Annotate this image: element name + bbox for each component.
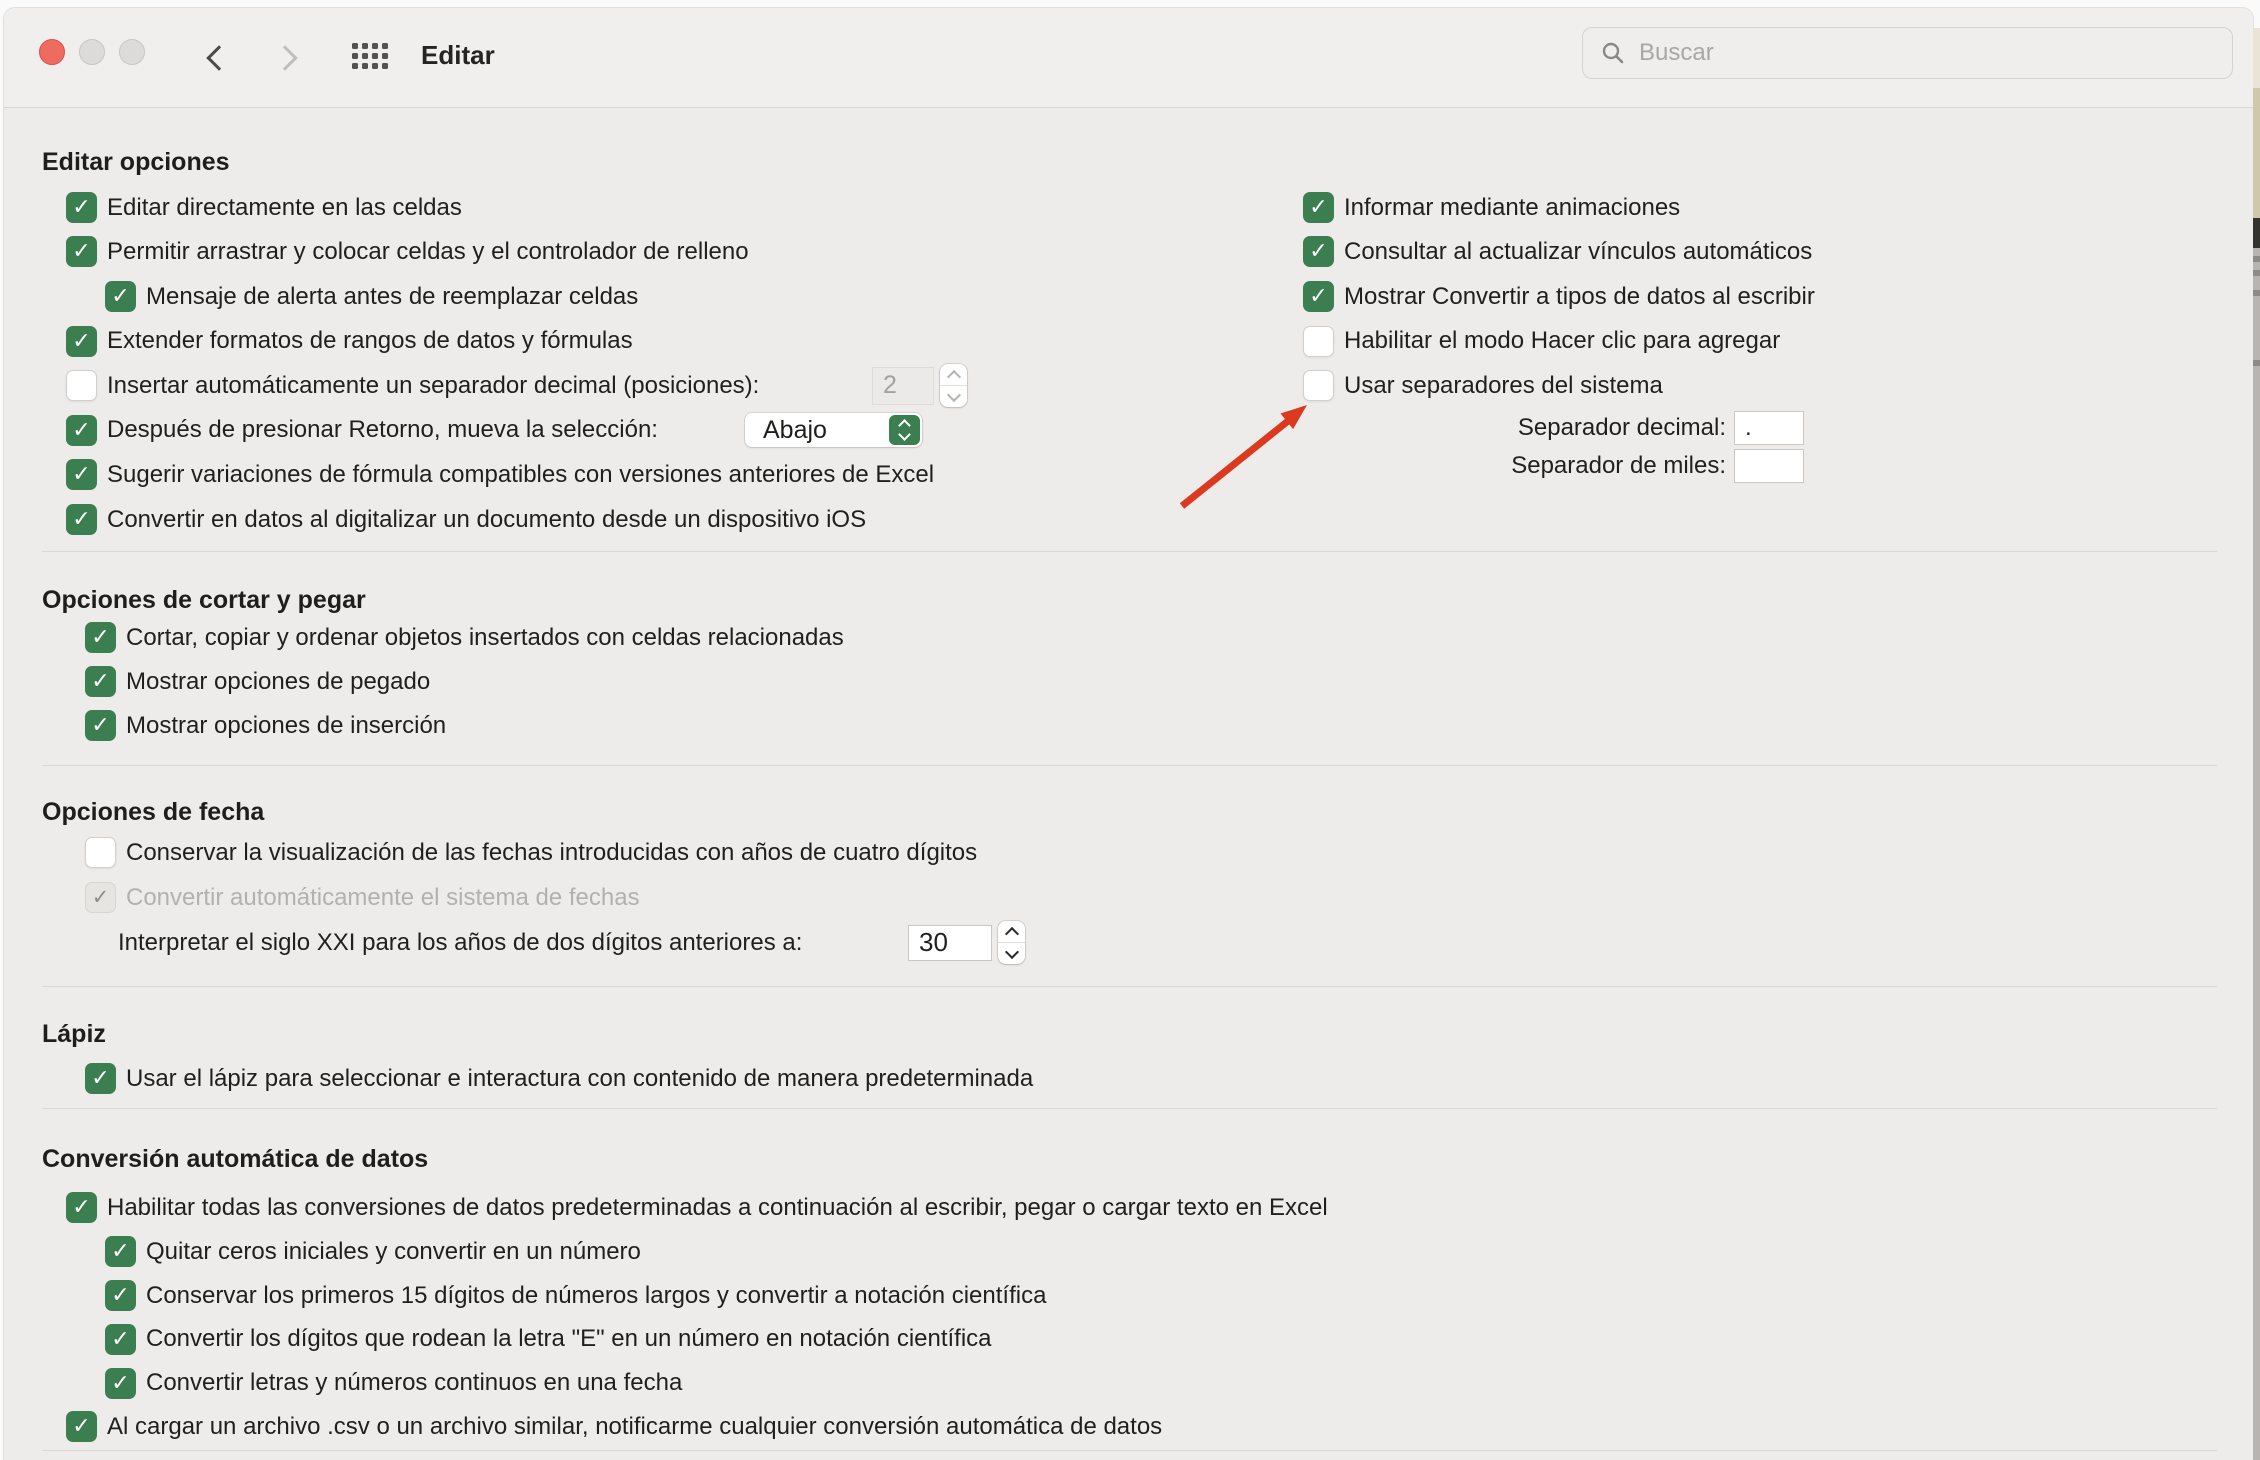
section-heading-conversion: Conversión automática de datos bbox=[42, 1145, 429, 1173]
option-row bbox=[85, 616, 844, 660]
checkbox-habilitar-conversiones[interactable] bbox=[66, 1192, 97, 1223]
check-icon: ✓ bbox=[1309, 193, 1328, 219]
separator-decimal-row bbox=[1303, 411, 1804, 445]
search-field[interactable] bbox=[1582, 27, 2233, 79]
option-row bbox=[85, 704, 844, 748]
option-label: Al cargar un archivo .csv o un archivo similar, notificarme cualquier conversión automática de datos bbox=[107, 1413, 1163, 1441]
titlebar bbox=[4, 8, 2253, 108]
option-label: Insertar automáticamente un separador decimal (posiciones): bbox=[107, 371, 760, 399]
separator-miles-row bbox=[1303, 449, 1804, 483]
stepper-up-icon bbox=[946, 370, 960, 384]
option-row bbox=[1303, 319, 2243, 364]
checkbox-permitir-arrastrar[interactable] bbox=[66, 236, 97, 267]
dropdown-chevrons-icon bbox=[889, 415, 920, 445]
option-row bbox=[66, 363, 934, 408]
checkbox-usar-separadores-sistema[interactable] bbox=[1303, 370, 1334, 401]
option-row bbox=[1303, 185, 2243, 230]
checkbox-opciones-insercion[interactable] bbox=[85, 710, 116, 741]
option-row bbox=[66, 408, 934, 453]
checkbox-notificar-csv[interactable] bbox=[66, 1411, 97, 1442]
back-button[interactable] bbox=[200, 42, 232, 74]
option-label: Mostrar Convertir a tipos de datos al escribir bbox=[1344, 282, 1815, 310]
close-button[interactable] bbox=[39, 39, 65, 65]
checkbox-despues-retorno[interactable] bbox=[66, 415, 97, 446]
checkbox-conservar-15-digitos[interactable] bbox=[105, 1280, 136, 1311]
checkbox-extender-formatos[interactable] bbox=[66, 326, 97, 357]
checkbox-convertir-letras-numeros[interactable] bbox=[105, 1368, 136, 1399]
move-selection-dropdown[interactable] bbox=[745, 413, 922, 447]
option-row bbox=[105, 1230, 1328, 1274]
option-label: Extender formatos de rangos de datos y fórmulas bbox=[107, 327, 633, 355]
option-row bbox=[85, 1056, 1033, 1101]
check-icon: ✓ bbox=[111, 282, 130, 308]
check-icon: ✓ bbox=[72, 505, 91, 531]
checkbox-quitar-ceros[interactable] bbox=[105, 1236, 136, 1267]
check-icon: ✓ bbox=[72, 193, 91, 219]
option-row bbox=[1303, 230, 2243, 275]
check-icon: ✓ bbox=[111, 1369, 130, 1395]
section-heading-lapiz: Lápiz bbox=[42, 1020, 106, 1048]
minimize-button[interactable] bbox=[79, 39, 105, 65]
option-row bbox=[1303, 363, 2243, 408]
option-label: Después de presionar Retorno, mueva la selección: bbox=[107, 416, 658, 444]
checkbox-modo-hacer-clic[interactable] bbox=[1303, 326, 1334, 357]
section-divider bbox=[42, 986, 2217, 987]
checkbox-convertir-letra-e[interactable] bbox=[105, 1324, 136, 1355]
option-label: Editar directamente en las celdas bbox=[107, 193, 462, 221]
siglo-xxi-input[interactable] bbox=[908, 925, 992, 961]
conversion-rows bbox=[66, 1186, 1328, 1449]
check-icon: ✓ bbox=[72, 416, 91, 442]
option-label: Usar separadores del sistema bbox=[1344, 371, 1663, 399]
option-label: Cortar, copiar y ordenar objetos insertados con celdas relacionadas bbox=[126, 624, 844, 652]
page-title: Editar bbox=[421, 40, 495, 70]
section-heading-cortar-pegar: Opciones de cortar y pegar bbox=[42, 586, 366, 614]
check-icon: ✓ bbox=[72, 1413, 91, 1439]
option-label: Sugerir variaciones de fórmula compatibles con versiones anteriores de Excel bbox=[107, 461, 935, 489]
section-divider bbox=[42, 1108, 2217, 1109]
option-label: Permitir arrastrar y colocar celdas y el controlador de relleno bbox=[107, 238, 749, 266]
check-icon: ✓ bbox=[111, 1325, 130, 1351]
option-label: Conservar la visualización de las fechas introducidas con años de cuatro dígitos bbox=[126, 838, 978, 866]
section-divider bbox=[42, 551, 2217, 552]
option-label: Conservar los primeros 15 dígitos de números largos y convertir a notación científica bbox=[146, 1281, 1047, 1309]
option-label: Mensaje de alerta antes de reemplazar celdas bbox=[146, 282, 639, 310]
section-heading-editar-opciones: Editar opciones bbox=[42, 148, 230, 176]
separador-miles-label: Separador de miles: bbox=[1511, 452, 1726, 479]
checkbox-consultar-vinculos[interactable] bbox=[1303, 236, 1334, 267]
check-icon: ✓ bbox=[91, 711, 110, 737]
separador-decimal-label: Separador decimal: bbox=[1517, 414, 1726, 441]
edit-options-left-column bbox=[66, 185, 934, 542]
option-label: Informar mediante animaciones bbox=[1344, 193, 1681, 221]
option-row bbox=[66, 185, 934, 230]
check-icon: ✓ bbox=[72, 327, 91, 353]
red-annotation-arrow bbox=[1154, 388, 1324, 523]
option-row bbox=[66, 319, 934, 364]
option-label: Convertir automáticamente el sistema de fechas bbox=[126, 883, 640, 911]
option-row bbox=[85, 830, 977, 875]
date-rows bbox=[85, 830, 977, 965]
search-input[interactable] bbox=[1637, 38, 2232, 68]
decimal-positions-input[interactable] bbox=[872, 367, 934, 405]
preferences-window bbox=[4, 8, 2253, 1460]
option-label: Convertir los dígitos que rodean la letra "E" en un número en notación científica bbox=[146, 1325, 992, 1353]
option-label: Interpretar el siglo XXI para los años de dos dígitos anteriores a: bbox=[118, 928, 803, 956]
option-row bbox=[118, 920, 977, 965]
option-row bbox=[66, 497, 934, 542]
option-label: Habilitar el modo Hacer clic para agregar bbox=[1344, 327, 1781, 355]
siglo-xxi-stepper[interactable] bbox=[998, 921, 1025, 964]
checkbox-sugerir-variaciones[interactable] bbox=[66, 459, 97, 490]
option-row bbox=[105, 274, 934, 319]
checkbox-informar-animaciones[interactable] bbox=[1303, 192, 1334, 223]
chevron-left-icon bbox=[206, 45, 231, 70]
option-label: Consultar al actualizar vínculos automáticos bbox=[1344, 238, 1813, 266]
decimal-positions-stepper[interactable] bbox=[940, 364, 967, 407]
check-icon: ✓ bbox=[1309, 282, 1328, 308]
check-icon: ✓ bbox=[111, 1238, 130, 1264]
cut-paste-rows bbox=[85, 616, 844, 747]
checkbox-opciones-pegado[interactable] bbox=[85, 666, 116, 697]
check-icon: ✓ bbox=[72, 461, 91, 487]
checkbox-cortar-copiar-ordenar[interactable] bbox=[85, 622, 116, 653]
option-row bbox=[66, 1405, 1328, 1449]
check-icon: ✓ bbox=[1309, 238, 1328, 264]
stepper-down-icon bbox=[946, 388, 960, 402]
stepper-down-icon bbox=[1004, 944, 1018, 958]
show-all-grid-icon[interactable] bbox=[352, 43, 388, 69]
checkbox-conservar-visualizacion[interactable] bbox=[85, 837, 116, 868]
option-label: Convertir letras y números continuos en una fecha bbox=[146, 1369, 683, 1397]
stepper-up-icon bbox=[1004, 926, 1018, 940]
checkbox-mostrar-convertir-tipos[interactable] bbox=[1303, 281, 1334, 312]
dropdown-value: Abajo bbox=[763, 415, 827, 444]
check-icon: ✓ bbox=[91, 1065, 110, 1090]
checkbox-mensaje-alerta[interactable] bbox=[105, 281, 136, 312]
separador-miles-input[interactable] bbox=[1734, 449, 1804, 483]
check-icon: ✓ bbox=[111, 1281, 130, 1307]
option-row bbox=[66, 453, 934, 498]
option-label: Mostrar opciones de pegado bbox=[126, 667, 431, 695]
option-label: Quitar ceros iniciales y convertir en un número bbox=[146, 1237, 641, 1265]
edit-options-right-column bbox=[1303, 185, 2243, 479]
checkbox-usar-lapiz[interactable] bbox=[85, 1063, 116, 1094]
option-row bbox=[66, 230, 934, 275]
option-label: Usar el lápiz para seleccionar e interactura con contenido de manera predeterminada bbox=[126, 1064, 1034, 1092]
screen-edge-sliver bbox=[2253, 28, 2260, 1460]
check-icon: ✓ bbox=[72, 238, 91, 264]
checkbox-editar-directamente[interactable] bbox=[66, 192, 97, 223]
option-label: Mostrar opciones de inserción bbox=[126, 711, 447, 739]
forward-button[interactable] bbox=[272, 42, 304, 74]
option-row bbox=[105, 1361, 1328, 1405]
option-row bbox=[85, 875, 977, 920]
section-heading-fecha: Opciones de fecha bbox=[42, 798, 265, 826]
option-row bbox=[85, 660, 844, 704]
option-row bbox=[105, 1274, 1328, 1318]
separador-decimal-input[interactable] bbox=[1734, 411, 1804, 445]
checkbox-separador-decimal-auto[interactable] bbox=[66, 370, 97, 401]
checkbox-convertir-ios[interactable] bbox=[66, 504, 97, 535]
option-row bbox=[66, 1186, 1328, 1230]
section-divider bbox=[42, 1450, 2217, 1451]
check-icon: ✓ bbox=[91, 885, 110, 909]
pencil-rows bbox=[85, 1056, 1033, 1101]
check-icon: ✓ bbox=[72, 1194, 91, 1220]
checkbox-convertir-sistema-fechas bbox=[85, 882, 116, 913]
zoom-button[interactable] bbox=[119, 39, 145, 65]
chevron-right-icon bbox=[272, 45, 297, 70]
check-icon: ✓ bbox=[91, 668, 110, 694]
search-icon bbox=[1601, 41, 1625, 65]
option-label: Convertir en datos al digitalizar un documento desde un dispositivo iOS bbox=[107, 505, 867, 533]
check-icon: ✓ bbox=[91, 624, 110, 650]
section-divider bbox=[42, 765, 2217, 766]
option-row bbox=[1303, 274, 2243, 319]
option-row bbox=[105, 1317, 1328, 1361]
option-label: Habilitar todas las conversiones de datos predeterminadas a continuación al escribir, pegar o cargar texto en Excel bbox=[107, 1194, 1328, 1222]
